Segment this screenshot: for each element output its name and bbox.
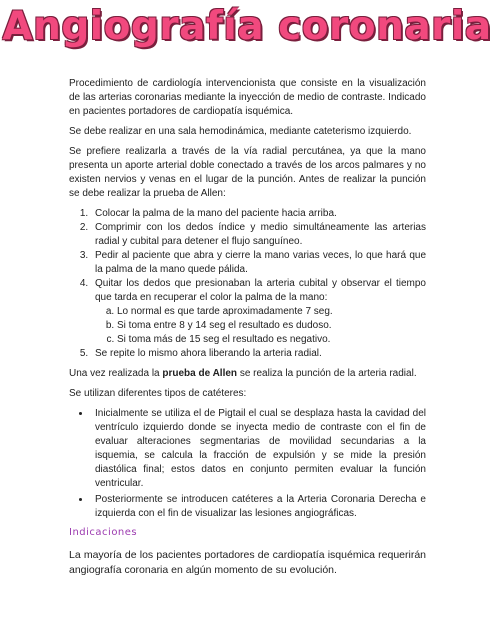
- step-item: 1. Colocar la palma de la mano del paciente hacia arriba.: [91, 207, 426, 221]
- catheter-item: • Inicialmente se utiliza el de Pigtail el cual se desplaza hasta la cavidad del ventrículo izquierdo donde se inyecta medio de contraste con el fin de evaluar alteraciones segmentarias de movilidad secundarias a la isquemia, se calcula la fracción de expulsión y se mide la presión diastólica final; estos datos en conjunto permiten evaluar la función ventricular.: [91, 407, 426, 491]
- step-item: 2. Comprimir con los dedos índice y medio simultáneamente las arterias radial y cubital para detener el flujo sanguíneo.: [91, 221, 426, 249]
- catheter-item: • Posteriormente se introducen catéteres a la Arteria Coronaria Derecha e izquierda con el fin de visualizar las lesiones angiográficas.: [91, 493, 426, 521]
- step-item: 5. Se repite lo mismo ahora liberando la arteria radial.: [91, 347, 426, 361]
- step-item: 3. Pedir al paciente que abra y cierre la mano varias veces, lo que hará que la palma de la mano quede pálida.: [91, 249, 426, 277]
- section-heading: Indicaciones: [69, 527, 138, 538]
- result-substeps: [95, 305, 426, 347]
- allen-result-paragraph: Una vez realizada la prueba de Allen se realiza la punción de la arteria radial.: [69, 368, 417, 379]
- substep-item: c. Si toma más de 15 seg el resultado es negativo.: [117, 333, 426, 347]
- document-body: [69, 77, 426, 523]
- substep-item: a. Lo normal es que tarde aproximadamente 7 seg.: [117, 305, 426, 319]
- catheters-intro: Se utilizan diferentes tipos de catéteres:: [69, 388, 247, 399]
- location-paragraph: Se debe realizar en una sala hemodinámica, mediante cateterismo izquierdo.: [69, 126, 412, 137]
- step-item: 4. Quitar los dedos que presionaban la arteria cubital y observar el tiempo que tarda en recuperar el color la palma de la mano: a. Lo normal es que tarde aproximadamente 7 seg. b. Si toma entre 8 y 14 seg el resultado es dudoso. c. Si toma más de 15 seg el resultado es negativo.: [91, 277, 426, 347]
- page-title: Angiografía coronaria: [2, 4, 492, 49]
- intro-paragraph: Procedimiento de cardiología intervencionista que consiste en la visualización de las arterias coronarias mediante la inyección de medio de contraste. Indicado en pacientes portadores de cardiopatía isquémica.: [69, 78, 426, 117]
- indications-paragraph: La mayoría de los pacientes portadores de cardiopatía isquémica requerirán angiografía coronaria en algún momento de su evolución.: [69, 549, 426, 576]
- approach-paragraph: Se prefiere realizarla a través de la vía radial percutánea, ya que la mano presenta un aporte arterial doble conectado a través de los arcos palmares y no existen nervios y venas en el lugar de la punción. Antes de realizar la punción se debe realizar la prueba de Allen:: [69, 146, 426, 199]
- allen-test-bold: prueba de Allen: [162, 368, 238, 379]
- catheter-list: [69, 407, 426, 521]
- allen-test-steps: [69, 207, 426, 361]
- substep-item: b. Si toma entre 8 y 14 seg el resultado es dudoso.: [117, 319, 426, 333]
